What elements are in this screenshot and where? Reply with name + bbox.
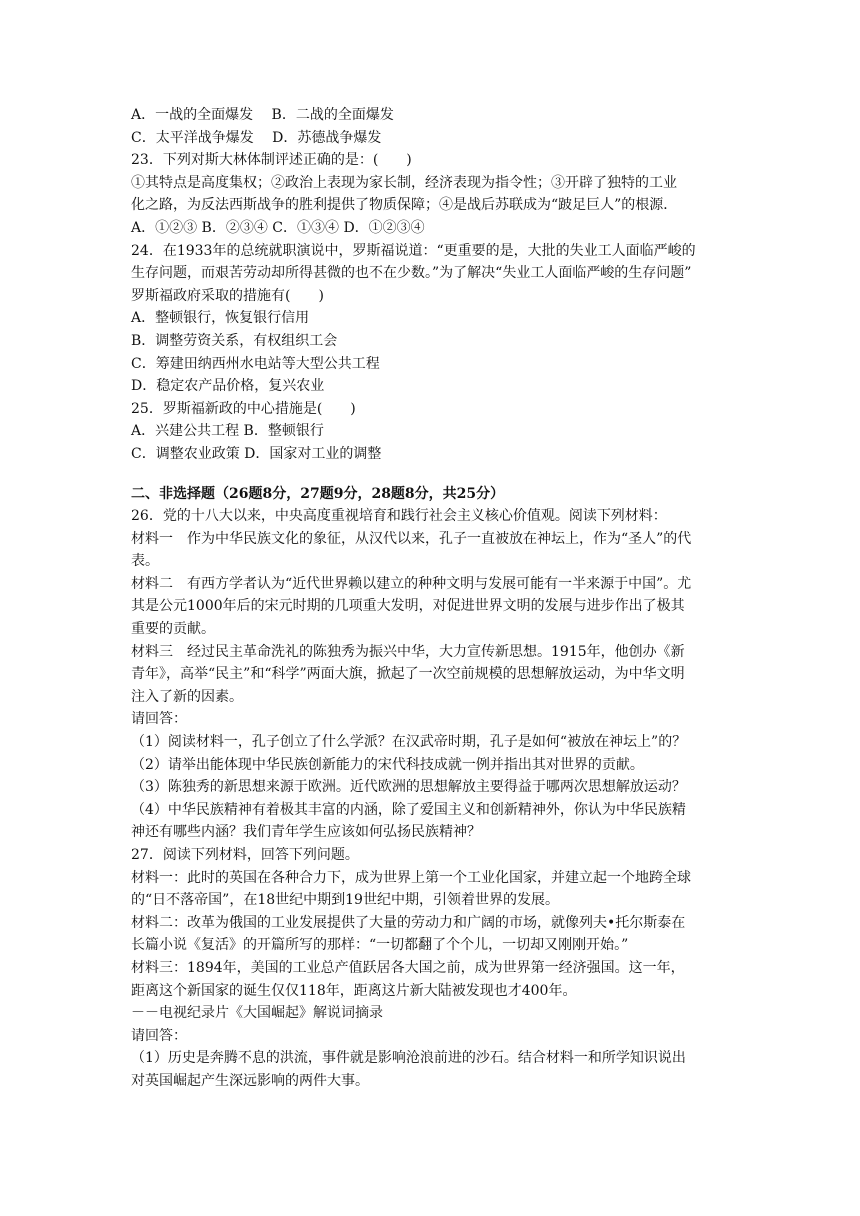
- text-line: C．调整农业政策 D．国家对工业的调整: [131, 445, 382, 462]
- text-line: 青年》，高举“民主”和“科学”两面大旗，掀起了一次空前规模的思想解放运动，为中华文明: [131, 666, 685, 683]
- text-line: （1）阅读材料一，孔子创立了什么学派？在汉武帝时期，孔子是如何“被放在神坛上”的？: [131, 734, 687, 751]
- text-line: （1）历史是奔腾不息的洪流，事件就是影响沧浪前进的沙石。结合材料一和所学知识说出: [131, 1050, 686, 1067]
- text-line: A．一战的全面爆发 B．二战的全面爆发: [131, 107, 394, 123]
- text-line: A．兴建公共工程 B．整顿银行: [131, 423, 324, 440]
- text-line: 重要的贡献。: [131, 621, 215, 638]
- text-line: ①其特点是高度集权；②政治上表现为家长制，经济表现为指令性；③开辟了独特的工业: [131, 174, 677, 191]
- question-block-top: [131, 104, 731, 466]
- text-line: A．①②③ B．②③④ C．①③④ D．①②③④: [131, 219, 425, 236]
- text-line: 长篇小说《复活》的开篇所写的那样：“一切都翻了个个儿，一切却又刚刚开始。”: [131, 937, 629, 954]
- question-block-bottom: [131, 505, 731, 1092]
- text-line: 23．下列对斯大林体制评述正确的是：( ): [131, 152, 412, 169]
- text-line: 材料一 作为中华民族文化的象征，从汉代以来，孔子一直被放在神坛上，作为“圣人”的代: [131, 530, 692, 547]
- text-line: B．调整劳资关系，有权组织工会: [131, 332, 338, 349]
- text-line: 神还有哪些内涵？我们青年学生应该如何弘扬民族精神？: [131, 824, 481, 841]
- section-heading: 二、非选择题（26题8分，27题9分，28题8分，共25分）: [131, 485, 505, 502]
- text-line: 26．党的十八大以来，中央高度重视培育和践行社会主义核心价值观。阅读下列材料：: [131, 508, 667, 525]
- text-line: 材料三 经过民主革命洗礼的陈独秀为振兴中华，大力宣传新思想。1915年，他创办《新: [131, 643, 685, 660]
- text-line: 请回答：: [131, 711, 187, 728]
- text-line: 其是公元1000年后的宋元时期的几项重大发明，对促进世界文明的发展与进步作出了极其: [131, 598, 685, 615]
- text-line: 25．罗斯福新政的中心措施是( ): [131, 400, 356, 417]
- text-line: 距离这个新国家的诞生仅仅118年，距离这片新大陆被发现也才400年。: [131, 982, 577, 999]
- text-line: 注入了新的因素。: [131, 688, 243, 705]
- text-line: 请回答：: [131, 1027, 187, 1044]
- text-line: 生存问题，而艰苦劳动却所得甚微的也不在少数。”为了解决“失业工人面临严峻的生存问题”: [131, 265, 692, 282]
- text-line: 罗斯福政府采取的措施有( ): [131, 287, 324, 304]
- text-line: （2）请举出能体现中华民族创新能力的宋代科技成就一例并指出其对世界的贡献。: [131, 756, 644, 773]
- text-line: A．整顿银行，恢复银行信用: [131, 310, 310, 327]
- text-line: 的“日不落帝国”，在18世纪中期到19世纪中期，引领着世界的发展。: [131, 892, 559, 909]
- text-line: C．筹建田纳西州水电站等大型公共工程: [131, 355, 380, 372]
- text-line: 化之路，为反法西斯战争的胜利提供了物质保障；④是战后苏联成为“跛足巨人”的根源．: [131, 197, 678, 214]
- text-line: 材料二 有西方学者认为“近代世界赖以建立的种种文明与发展可能有一半来源于中国”。尤: [131, 575, 692, 592]
- text-line: －－电视纪录片《大国崛起》解说词摘录: [131, 1005, 383, 1022]
- text-line: 对英国崛起产生深远影响的两件大事。: [131, 1072, 369, 1089]
- text-line: C．太平洋战争爆发 D．苏德战争爆发: [131, 129, 382, 146]
- text-line: （3）陈独秀的新思想来源于欧洲。近代欧洲的思想解放主要得益于哪两次思想解放运动？: [131, 779, 686, 796]
- text-line: 材料一：此时的英国在各种合力下，成为世界上第一个工业化国家，并建立起一个地跨全球: [131, 869, 691, 886]
- text-line: （4）中华民族精神有着极其丰富的内涵，除了爱国主义和创新精神外，你认为中华民族精: [131, 801, 686, 818]
- text-line: 27．阅读下列材料，回答下列问题。: [131, 847, 359, 863]
- text-line: 材料三：1894年，美国的工业总产值跃居各大国之前，成为世界第一经济强国。这一年，: [131, 959, 685, 976]
- text-line: D．稳定农产品价格，复兴农业: [131, 378, 325, 395]
- exam-page: [131, 104, 731, 1093]
- text-line: 材料二：改革为俄国的工业发展提供了大量的劳动力和广阔的市场，就像列夫•托尔斯泰在: [131, 914, 686, 931]
- text-line: 24．在1933年的总统就职演说中，罗斯福说道：“更重要的是，大批的失业工人面临严峻的: [131, 242, 696, 259]
- text-line: 表。: [131, 553, 159, 570]
- section-gap: [131, 466, 731, 483]
